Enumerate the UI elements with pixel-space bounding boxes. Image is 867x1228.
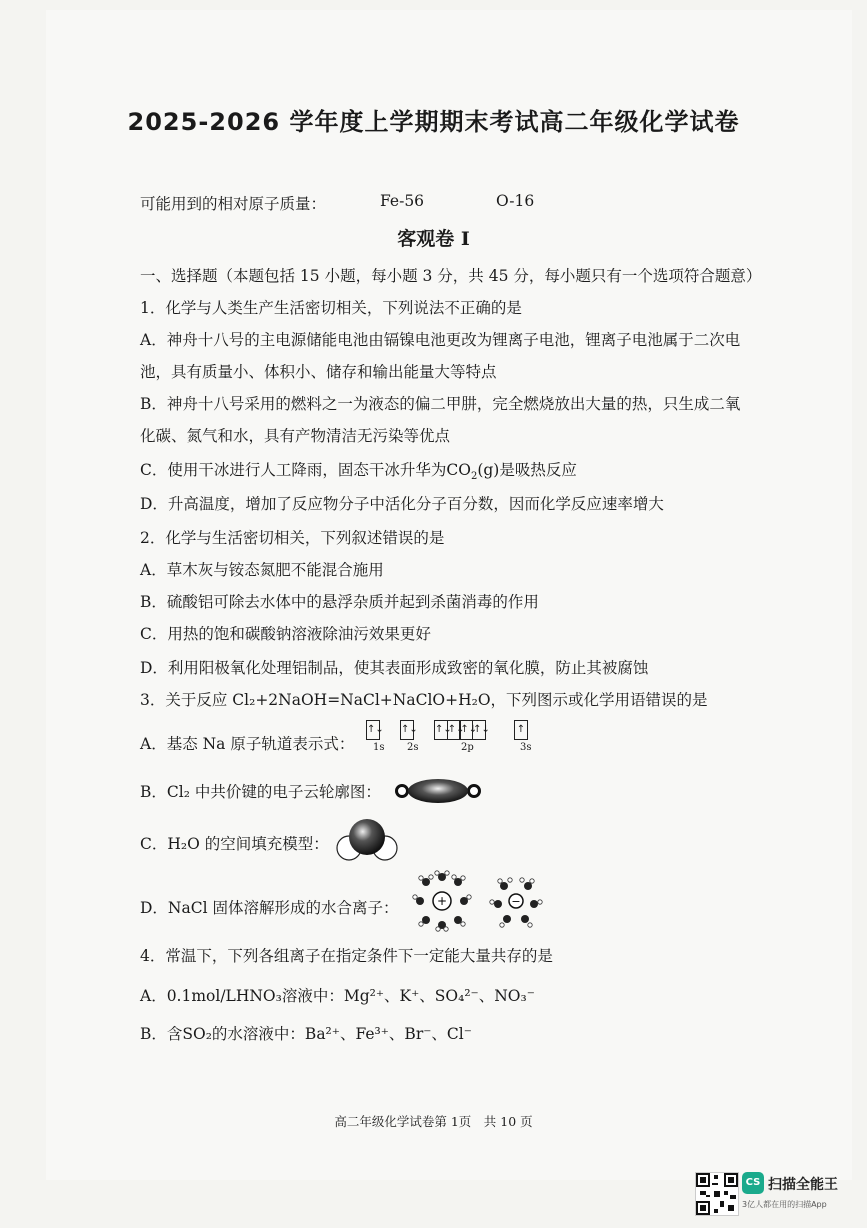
q1-option-a-line2: 池，具有质量小、体积小、储存和输出能量大等特点 [140,363,497,381]
q1-option-c [140,458,577,482]
svg-text:+: + [436,894,448,908]
orbital-label-1s: 1s [373,742,385,753]
q3-option-a: A．基态 Na 原子轨道表示式： [140,735,355,753]
orbital-label-2s: 2s [407,742,419,753]
orbital-1s [366,720,384,740]
q1-option-c-sub: 2 [470,471,478,483]
orbital-label-3s: 3s [520,742,532,753]
atomic-mass-fe: Fe-56 [380,192,425,210]
q1-option-b-line1: B．神舟十八号采用的燃料之一为液态的偏二甲肼，完全燃烧放出大量的热，只生成二氧 [140,395,741,413]
orbital-2p [434,720,490,740]
q1-option-c-formula: CO [446,461,471,479]
orbital-3s [514,720,527,740]
exam-title: 2025-2026 学年度上学期期末考试高二年级化学试卷 [127,108,740,136]
q3-option-b: B．Cl₂ 中共价键的电子云轮廓图： [140,783,381,801]
section-title: 客观卷 I [397,228,470,250]
h2o-space-filling-model [333,816,401,866]
cl2-electron-cloud-figure [392,776,484,806]
orbital-box: ↑↓ [472,720,486,740]
q2-option-d: D．利用阳极氧化处理铝制品，使其表面形成致密的氧化膜，防止其被腐蚀 [140,659,649,677]
q4-option-b: B．含SO₂的水溶液中：Ba²⁺、Fe³⁺、Br⁻、Cl⁻ [140,1025,472,1043]
orbital-box: ↑↓ [447,720,461,740]
q3-option-c: C．H₂O 的空间填充模型： [140,835,329,853]
camscanner-tagline: 3亿人都在用的扫描App [742,1200,827,1209]
hydrated-anion [490,878,542,927]
camscanner-logo-icon: CS [742,1172,764,1194]
q1-stem: 1．化学与人类生产生活密切相关，下列说法不正确的是 [140,299,522,317]
orbital-2s [400,720,418,740]
q2-option-c: C．用热的饱和碳酸钠溶液除油污效果更好 [140,625,431,643]
q1-option-c-pre: C．使用干冰进行人工降雨，固态干冰升华为 [140,461,447,479]
orbital-box: ↑↓ [366,720,380,740]
orbital-box: ↑↓ [459,720,473,740]
q1-option-c-post: 是吸热反应 [499,461,577,479]
q1-option-d: D．升高温度，增加了反应物分子中活化分子百分数，因而化学反应速率增大 [140,495,664,513]
hydrated-cation [413,871,471,931]
q4-option-a: A．0.1mol/LHNO₃溶液中：Mg²⁺、K⁺、SO₄²⁻、NO₃⁻ [140,987,535,1005]
orbital-box: ↑↓ [400,720,414,740]
hydrated-ions-figure [412,870,548,932]
orbital-box: ↑ [514,720,528,740]
orbital-box: ↑↓ [434,720,448,740]
q2-option-a: A．草木灰与铵态氮肥不能混合施用 [140,561,384,579]
atomic-mass-label: 可能用到的相对原子质量： [140,195,327,213]
q2-option-b: B．硫酸铝可除去水体中的悬浮杂质并起到杀菌消毒的作用 [140,593,539,611]
q1-option-a-line1: A．神舟十八号的主电源储能电池由镉镍电池更改为锂离子电池，锂离子电池属于二次电 [140,331,741,349]
q1-option-b-line2: 化碳、氮气和水，具有产物清洁无污染等优点 [140,427,451,445]
q3-stem: 3．关于反应 Cl₂+2NaOH=NaCl+NaClO+H₂O，下列图示或化学用语错误的是 [140,691,708,709]
page-footer: 高二年级化学试卷第 1页 共 10 页 [334,1114,533,1129]
q2-stem: 2．化学与生活密切相关，下列叙述错误的是 [140,529,445,547]
atomic-mass-o: O-16 [496,192,535,210]
svg-text:−: − [511,895,521,908]
qr-code-icon [695,1172,739,1216]
orbital-label-2p: 2p [461,742,474,753]
q3-option-d: D．NaCl 固体溶解形成的水合离子： [140,899,399,917]
section-intro: 一、选择题（本题包括 15 小题，每小题 3 分，共 45 分，每小题只有一个选项符合题意） [140,267,762,285]
camscanner-name: 扫描全能王 [768,1177,838,1193]
q4-stem: 4．常温下，下列各组离子在指定条件下一定能大量共存的是 [140,947,553,965]
q1-option-c-state: (g) [477,461,500,479]
